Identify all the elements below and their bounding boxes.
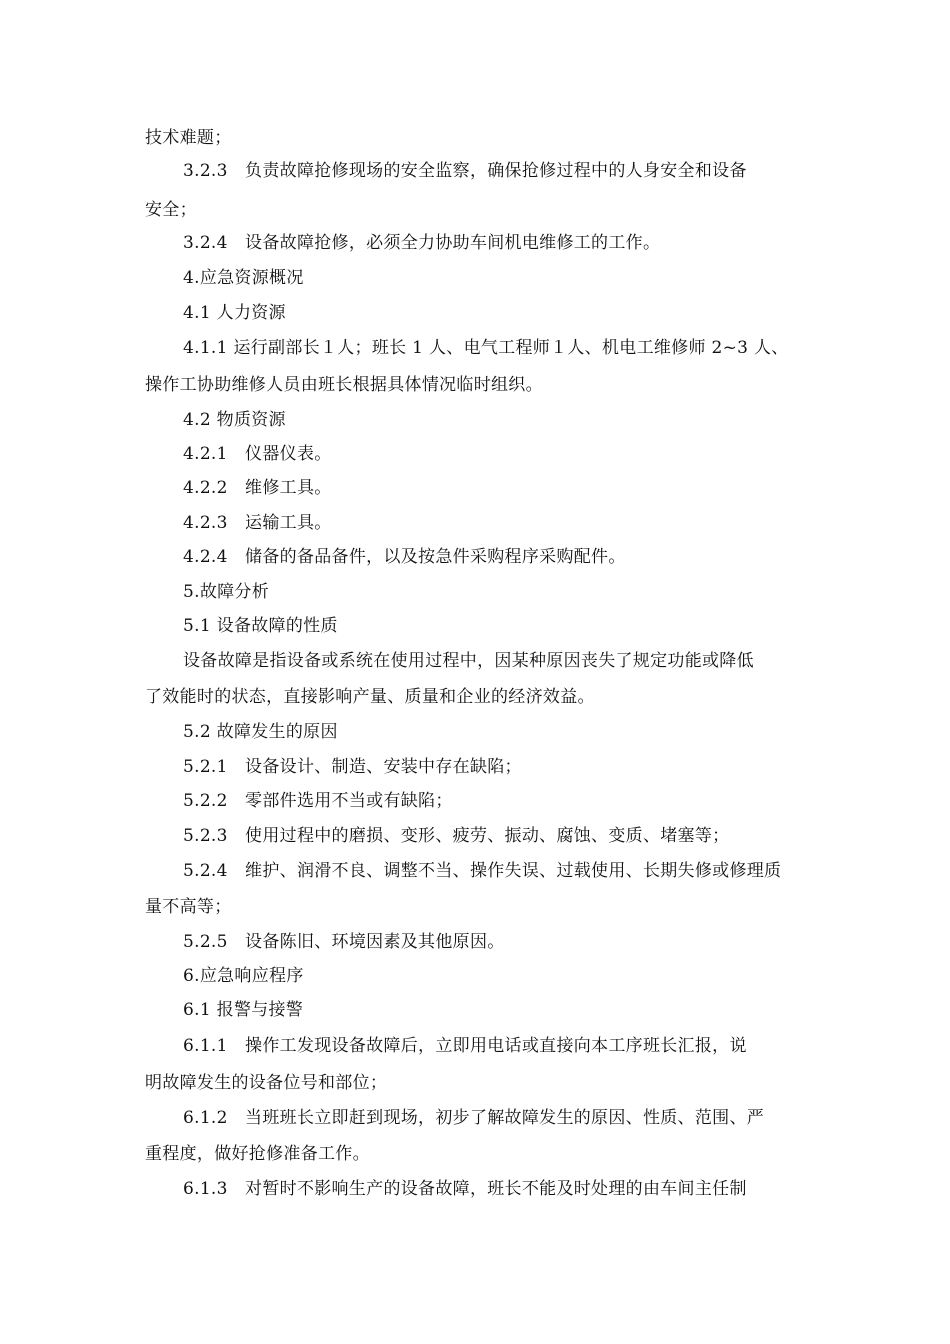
text-line: 3.2.3 负责故障抢修现场的安全监察，确保抢修过程中的人身安全和设备 — [183, 161, 747, 181]
text-line: 技术难题； — [145, 128, 232, 148]
text-line: 5.2.5 设备陈旧、环境因素及其他原因。 — [183, 932, 505, 952]
text-line: 5.2.1 设备设计、制造、安装中存在缺陷； — [183, 757, 522, 777]
text-line: 设备故障是指设备或系统在使用过程中，因某种原因丧失了规定功能或降低 — [183, 651, 754, 671]
text-line: 了效能时的状态，直接影响产量、质量和企业的经济效益。 — [145, 687, 595, 707]
section-heading: 5.故障分析 — [183, 582, 270, 602]
subsection-heading: 5.1 设备故障的性质 — [183, 616, 338, 636]
text-line: 安全； — [145, 200, 197, 220]
section-heading: 6.应急响应程序 — [183, 966, 304, 986]
text-line: 4.2.4 储备的备品备件，以及按急件采购程序采购配件。 — [183, 547, 626, 567]
text-line: 操作工协助维修人员由班长根据具体情况临时组织。 — [145, 375, 543, 395]
text-line: 明故障发生的设备位号和部位； — [145, 1073, 388, 1093]
text-line: 4.2.1 仪器仪表。 — [183, 444, 332, 464]
text-line: 3.2.4 设备故障抢修，必须全力协助车间机电维修工的工作。 — [183, 233, 661, 253]
text-line: 6.1.2 当班班长立即赶到现场，初步了解故障发生的原因、性质、范围、严 — [183, 1108, 765, 1128]
text-line: 重程度，做好抢修准备工作。 — [145, 1144, 370, 1164]
text-line: 4.1.1 运行副部长１人；班长 1 人、电气工程师１人、机电工维修师 2~3 人、 — [183, 338, 789, 358]
subsection-heading: 4.2 物质资源 — [183, 410, 286, 430]
text-line: 4.2.3 运输工具。 — [183, 513, 332, 533]
text-line: 4.2.2 维修工具。 — [183, 478, 332, 498]
text-line: 5.2.4 维护、润滑不良、调整不当、操作失误、过载使用、长期失修或修理质 — [183, 861, 782, 881]
subsection-heading: 4.1 人力资源 — [183, 303, 286, 323]
text-line: 量不高等； — [145, 897, 232, 917]
text-line: 5.2.2 零部件选用不当或有缺陷； — [183, 791, 453, 811]
section-heading: 4.应急资源概况 — [183, 268, 304, 288]
text-line: 6.1.1 操作工发现设备故障后，立即用电话或直接向本工序班长汇报，说 — [183, 1036, 747, 1056]
subsection-heading: 6.1 报警与接警 — [183, 1000, 304, 1020]
text-line: 6.1.3 对暂时不影响生产的设备故障，班长不能及时处理的由车间主任制 — [183, 1179, 747, 1199]
subsection-heading: 5.2 故障发生的原因 — [183, 722, 338, 742]
text-line: 5.2.3 使用过程中的磨损、变形、疲劳、振动、腐蚀、变质、堵塞等； — [183, 826, 730, 846]
